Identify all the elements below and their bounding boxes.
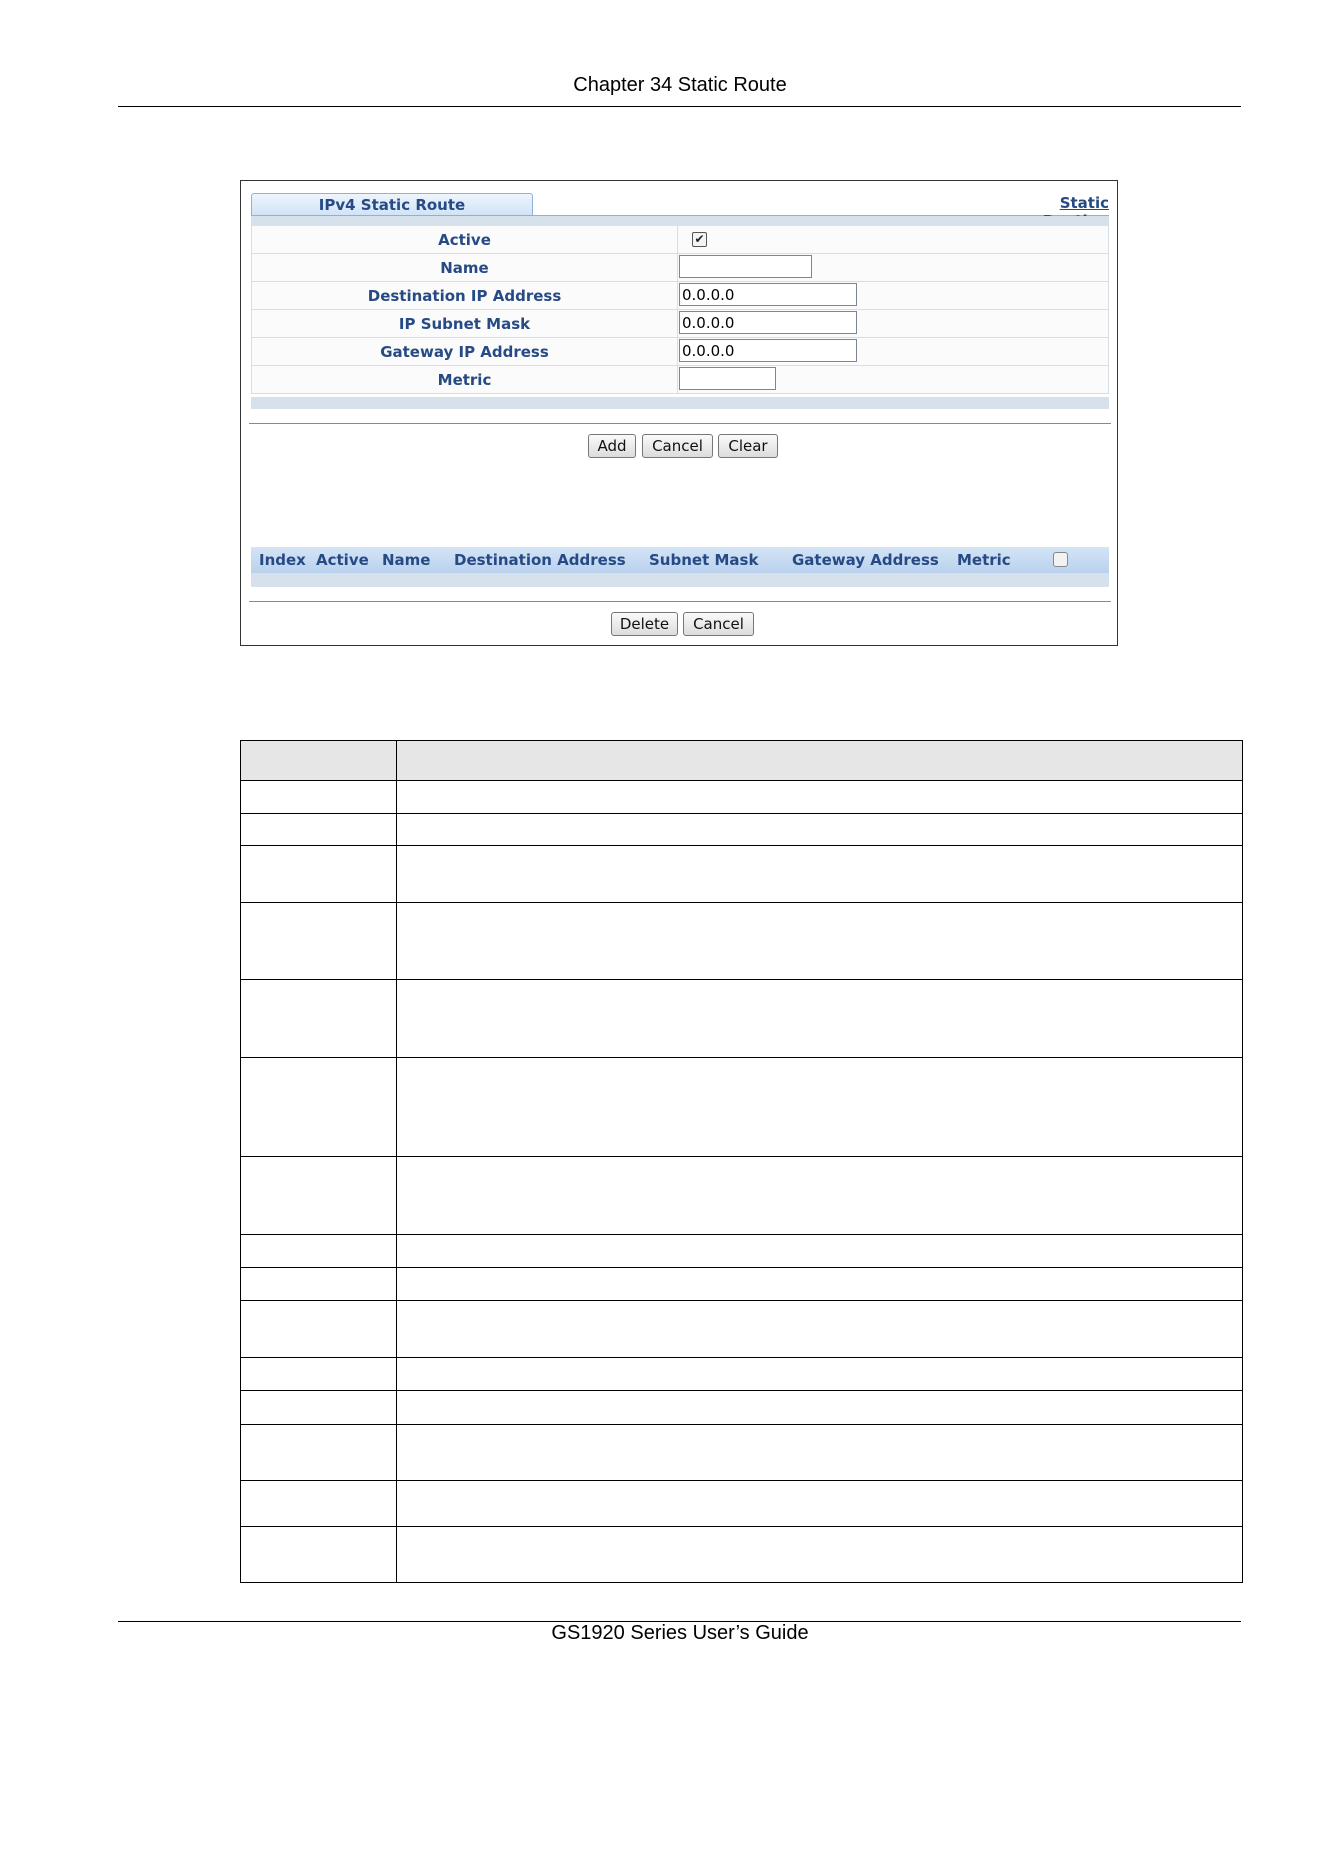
active-checkbox[interactable]: ✔ [692, 232, 707, 247]
gateway-ip-input[interactable]: 0.0.0.0 [679, 339, 857, 362]
cancel-button[interactable]: Cancel [642, 434, 713, 458]
form-row-subnet-mask [251, 310, 1109, 338]
active-label: Active [252, 226, 678, 253]
clear-button[interactable]: Clear [718, 434, 778, 458]
table-row [241, 845, 1242, 846]
table-header-row [241, 741, 1242, 781]
tab-ipv4-static-route[interactable]: IPv4 Static Route [251, 193, 533, 216]
col-active: Active [316, 551, 369, 569]
col-subnet-mask: Subnet Mask [649, 551, 759, 569]
form-separator [249, 423, 1111, 424]
col-index: Index [259, 551, 306, 569]
col-name: Name [382, 551, 431, 569]
name-input[interactable] [679, 255, 812, 278]
table-row [241, 1480, 1242, 1481]
destination-ip-label: Destination IP Address [252, 282, 678, 309]
route-list-band [251, 573, 1109, 587]
col-destination-address: Destination Address [454, 551, 626, 569]
table-row [241, 1390, 1242, 1391]
table-row [241, 1234, 1242, 1235]
form-row-name [251, 254, 1109, 282]
gateway-ip-label: Gateway IP Address [252, 338, 678, 365]
metric-input[interactable] [679, 367, 776, 390]
form-row-destination-ip [251, 282, 1109, 310]
list-separator [249, 601, 1111, 602]
add-button[interactable]: Add [588, 434, 636, 458]
page-header-title: Chapter 34 Static Route [573, 74, 787, 96]
col-metric: Metric [957, 551, 1011, 569]
table-row [241, 979, 1242, 980]
delete-button[interactable]: Delete [611, 612, 678, 636]
field-description-table [240, 740, 1243, 1583]
header-divider [118, 106, 1241, 107]
static-route-panel [240, 180, 1118, 646]
route-list-header [251, 547, 1109, 573]
metric-label: Metric [252, 366, 678, 393]
page-footer-title: GS1920 Series User’s Guide [551, 1622, 809, 1644]
table-row [241, 813, 1242, 814]
static-routing-link[interactable]: Static [1059, 194, 1109, 212]
table-row [241, 902, 1242, 903]
form-row-active [251, 226, 1109, 254]
select-all-checkbox[interactable] [1053, 552, 1068, 567]
name-label: Name [252, 254, 678, 281]
table-row [241, 1156, 1242, 1157]
form-row-metric [251, 366, 1109, 394]
subnet-mask-label: IP Subnet Mask [252, 310, 678, 337]
col-gateway-address: Gateway Address [792, 551, 939, 569]
form-band-top [251, 216, 1109, 226]
form-band-bottom [251, 397, 1109, 409]
subnet-mask-input[interactable]: 0.0.0.0 [679, 311, 857, 334]
destination-ip-input[interactable]: 0.0.0.0 [679, 283, 857, 306]
table-row [241, 1424, 1242, 1425]
table-row [241, 1057, 1242, 1058]
table-row [241, 1300, 1242, 1301]
table-row [241, 1267, 1242, 1268]
table-row [241, 1357, 1242, 1358]
table-row [241, 1526, 1242, 1527]
list-cancel-button[interactable]: Cancel [683, 612, 754, 636]
table-column-divider [396, 741, 397, 1582]
form-row-gateway-ip [251, 338, 1109, 366]
